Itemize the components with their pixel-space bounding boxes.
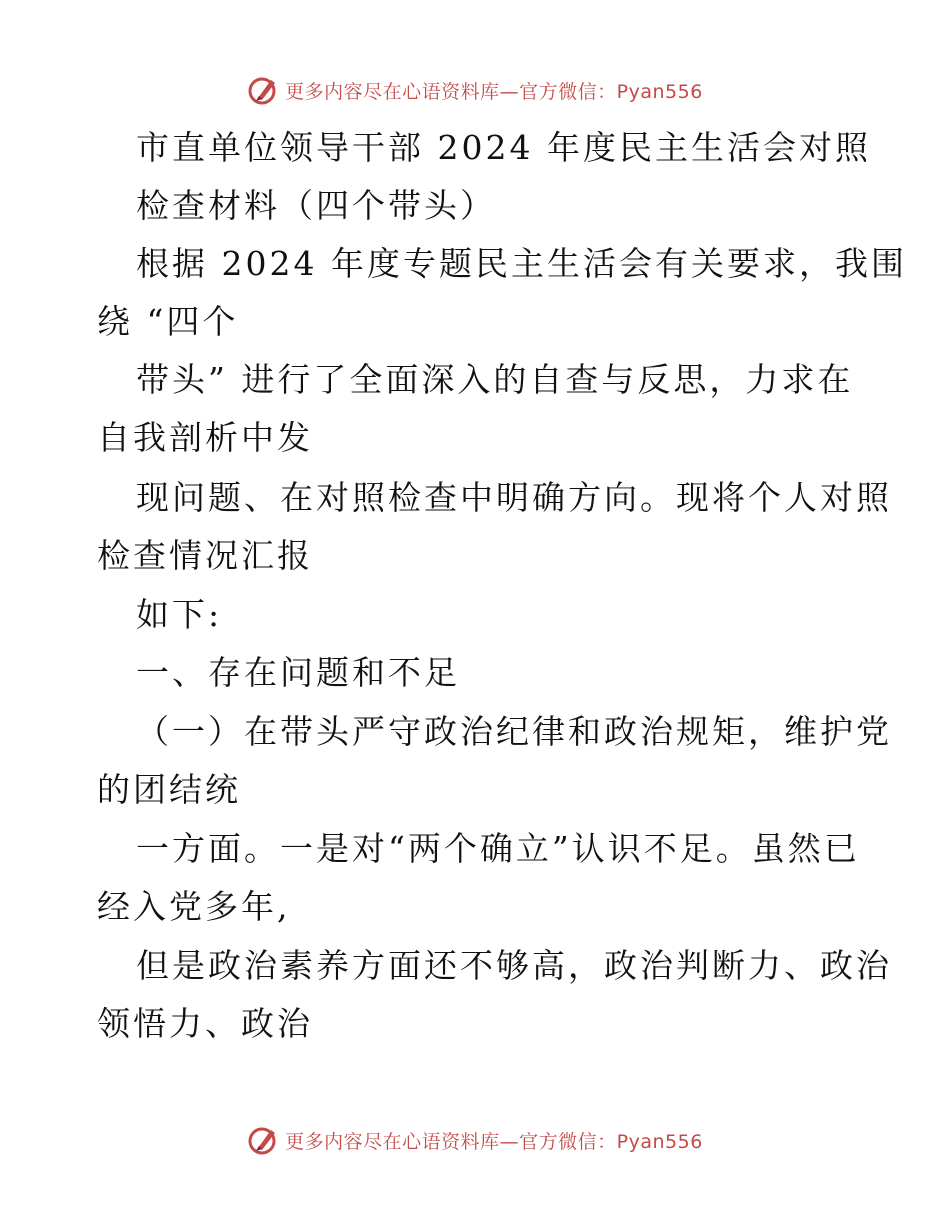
doc-section-heading: 一、存在问题和不足 — [136, 653, 460, 692]
footer-banner — [0, 1120, 950, 1160]
doc-text-line: 的团结统 — [97, 770, 241, 809]
quill-logo-icon — [247, 1124, 279, 1156]
header-banner-text: 更多内容尽在心语资料库—官方微信：Pyan556 — [285, 80, 703, 103]
doc-text-line: 如下: — [136, 595, 223, 634]
doc-title-line-2: 检查材料（四个带头） — [136, 186, 496, 225]
doc-subsection-heading: （一）在带头严守政治纪律和政治规矩，维护党 — [136, 712, 892, 751]
doc-text-line: 检查情况汇报 — [97, 536, 313, 575]
doc-text-line: 领悟力、政治 — [97, 1004, 313, 1043]
doc-text-line: 带头” 进行了全面深入的自查与反思，力求在 — [136, 360, 854, 399]
doc-text-line: 自我剖析中发 — [97, 418, 313, 457]
doc-text-line: 一方面。一是对“两个确立”认识不足。虽然已 — [136, 829, 860, 868]
quill-logo-icon — [247, 74, 279, 106]
doc-text-line: 绕 “四个 — [97, 302, 239, 341]
doc-title-line-1: 市直单位领导干部 2024 年度民主生活会对照 — [136, 128, 871, 167]
doc-text-line: 经入党多年, — [97, 887, 291, 926]
doc-text-line: 但是政治素养方面还不够高，政治判断力、政治 — [136, 946, 892, 985]
header-banner — [0, 70, 950, 110]
footer-banner-text: 更多内容尽在心语资料库—官方微信：Pyan556 — [285, 1130, 703, 1153]
doc-text-line: 现问题、在对照检查中明确方向。现将个人对照 — [136, 478, 892, 517]
doc-text-line: 根据 2024 年度专题民主生活会有关要求，我围 — [136, 244, 907, 283]
